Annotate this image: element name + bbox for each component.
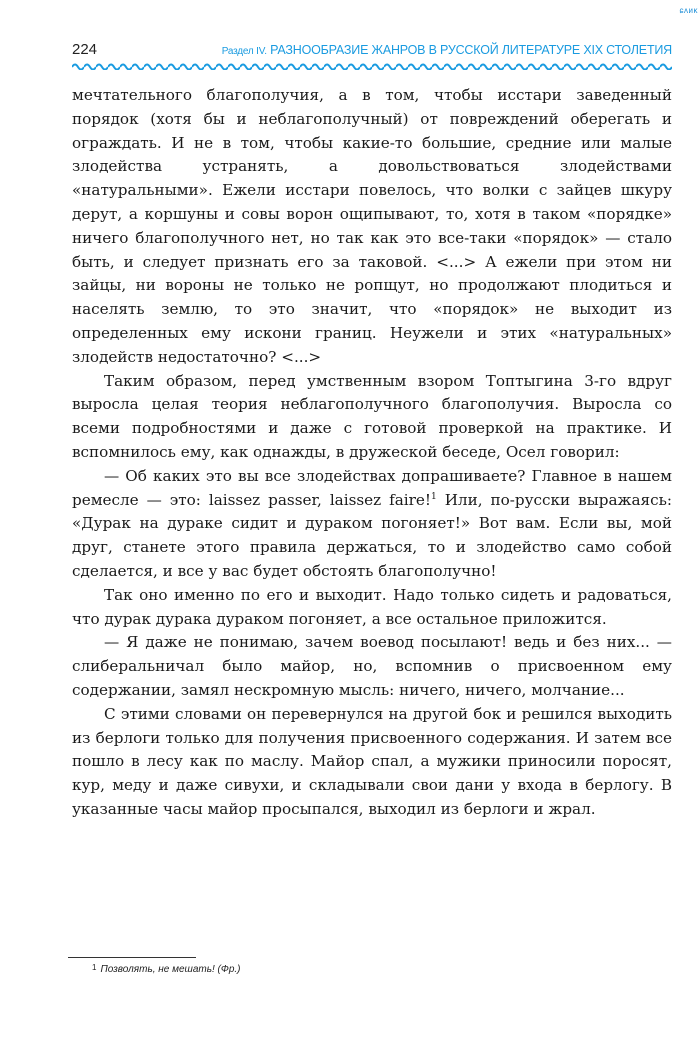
footnote-divider [68, 957, 196, 958]
footnote [92, 963, 240, 975]
paragraph: Таким образом, перед умственным взором Топтыгина 3-го вдруг выросла целая теория неблагополучного благополучия. Выросла со всеми подробностями и даже с готовой проверкой на практике. И вспомнилось ему, как однажды, в дружеской беседе, Осел говорил: [72, 371, 672, 461]
paragraph [72, 465, 672, 584]
running-head [72, 42, 672, 58]
footnote-reference[interactable]: 1 [431, 491, 437, 502]
footnote-mark: 1 [92, 963, 97, 972]
section-title [222, 43, 672, 59]
page-number: 224 [72, 41, 98, 58]
paragraph-text: — Об каких это вы все злодействах допрашиваете? Главное в нашем ремесле — это: laissez passer, laissez faire! [72, 466, 672, 509]
paragraph: — Я даже не понимаю, зачем воевод посылают! ведь и без них... — слиберальничал было майор, но, вспомнив о присвоенном ему содержании, замял нескромную мысль: ничего, ничего, молчание... [72, 633, 672, 699]
corner-mark: ɕᴧᴎᴋ [679, 6, 698, 15]
footnote-text: Позволять, не мешать! (Фр.) [100, 964, 241, 975]
paragraph-text-continued: Или, по-русски выражаясь: «Дурак на дураке сидит и дураком погоняет!» Вот вам. Если вы, мой друг, станете этого правила держаться, то и злодейство само собой сделается, и все у вас будет обстоять благополучно! [72, 490, 673, 580]
paragraph: С этими словами он перевернулся на другой бок и решился выходить из берлоги только для получения присвоенного содержания. И затем все пошло в лесу как по маслу. Майор спал, а мужики приносили поросят, кур, меду и даже сивухи, и складывали свои дани у входа в берлогу. В указанные часы майор просыпался, выходил из берлоги и жрал. [72, 704, 672, 818]
main-text [72, 84, 672, 822]
paragraph: Так оно именно по его и выходит. Надо только сидеть и радоваться, что дурак дурака дураком погоняет, а все остальное приложится. [72, 585, 672, 628]
paragraph: мечтательного благополучия, а в том, чтобы исстари заведенный порядок (хотя бы и неблагополучный) от повреждений оберегать и ограждать. И не в том, чтобы какие-то большие, средние или малые злодейства устранять, а довольствоваться злодействами «натуральными». Ежели исстари повелось, что волки с зайцев шкуру дерут, а коршуны и совы ворон ощипывают, то, хотя в таком «порядке» ничего благополучного нет, но так как это все-таки «порядок» — стало быть, и следует признать его за таковой. <...> А ежели при этом ни зайцы, ни вороны не только не ропщут, но продолжают плодиться и населять землю, то это значит, что «порядок» не выходит из определенных ему искони границ. Неужели и этих «натуральных» злодейств недостаточно? <...> [72, 86, 672, 366]
decorative-wave-rule [72, 62, 672, 70]
section-prefix: Раздел IV. [221, 46, 267, 57]
section-title-text: РАЗНООБРАЗИЕ ЖАНРОВ В РУССКОЙ ЛИТЕРАТУРЕ XIX СТОЛЕТИЯ [270, 43, 672, 57]
